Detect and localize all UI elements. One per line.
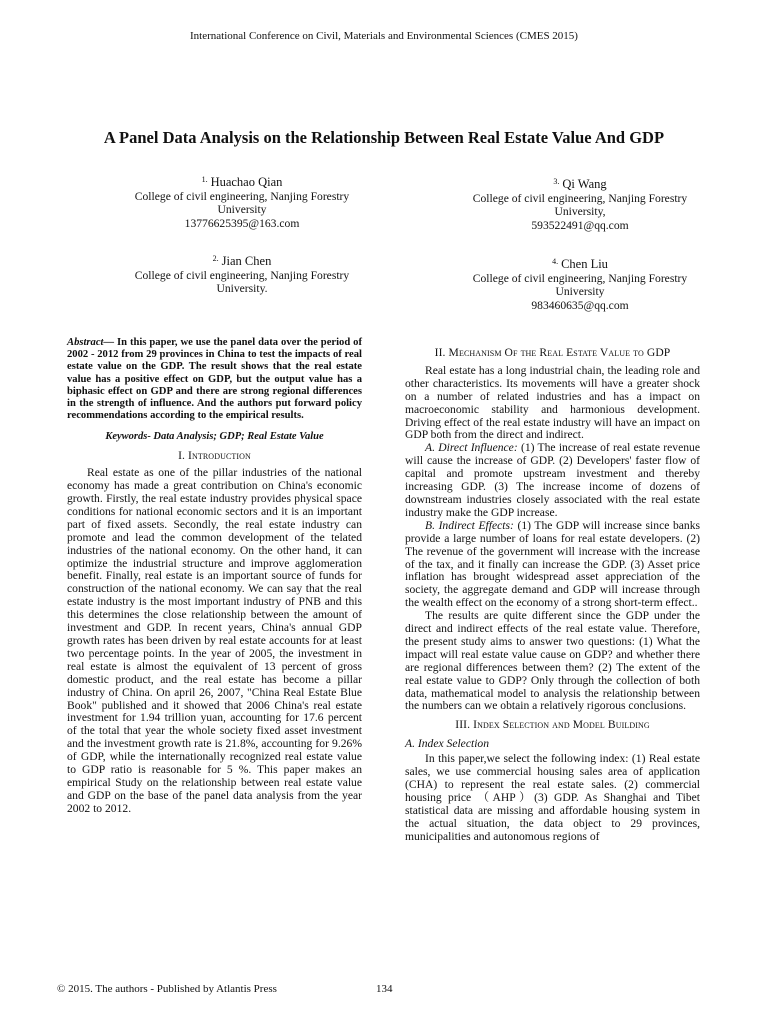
author-affiliation-2: University. <box>216 282 268 295</box>
abstract-label: Abstract— <box>67 337 115 348</box>
author-number: 1. <box>201 175 208 184</box>
author-email: 983460635@qq.com <box>531 298 629 312</box>
author-email: 593522491@qq.com <box>531 218 629 232</box>
keywords: Keywords- Data Analysis; GDP; Real Estate Value <box>105 431 324 443</box>
introduction-paragraph: Real estate as one of the pillar industries of the national economy has made a great contribution on China's economic growth. Firstly, the real estate industry provides physical space conditions for national economic sectors and it is an important part of fixed assets. Secondly, the real estate industry can promote and lead the common development of the telated industries of the national economy. On the other hand, it can optimize the industrial structure and improve agglomeration benefit. Finally, real estate is an important source of funds for construction of the national economy. We can say that the real estate industry is the most important industry of PNB and this this determines the close relationship between the amount of investment and GDP. In recent years, China's annual GDP growth rates has been driven by real estate accounts for at least two percentage points. In the year of 2005, the investment in real estate is almost the equivalent of 13 percent of gross domestic product, and the real estate has become a pillar industry of China. On april 26, 2007, "China Real Estate Blue Book" published and it showed that 2006 China's real estate investment for 1.94 trillion yuan, accounting for 17.6 percent of the total that year the whole society fixed asset investment and the investment growth rate is 21.8%, accounting for 9.26% of GDP, while the internationally recognized real estate value to GDP ratio is reasonable for 5 %. This paper makes an empirical Study on the relationship between real estate value and GDP on the base of the panel data analysis from the year 2002 to 2012. <box>67 466 362 815</box>
copyright-footer: © 2015. The authors - Published by Atlantis Press <box>57 983 277 995</box>
section-heading-mechanism: II. Mechanism Of the Real Estate Value to GDP <box>434 346 671 359</box>
subsection-index-selection: A. Index Selection <box>405 737 490 751</box>
author-number: 2. <box>212 254 219 263</box>
author-block-4 <box>449 255 711 312</box>
direct-influence-label: A. Direct Influence: <box>425 441 518 455</box>
indirect-effects-label: B. Indirect Effects: <box>425 518 514 532</box>
paper-title: A Panel Data Analysis on the Relationship Between Real Estate Value And GDP <box>103 128 665 147</box>
indirect-effects-text: (1) The GDP will increase since banks provide a large number of loans for real estate developers. (2) The revenue of the government will increase with the increase of the tax, and it finally can increase the GDP. (3) Asset price inflation has brought widespread asset appreciation of the society, the aggregate demand and GDP will increase through the wealth effect on the economy of a strong short-term effect.. <box>405 518 700 610</box>
author-email: 13776625395@163.com <box>184 216 300 230</box>
author-number: 3. <box>553 177 560 186</box>
indirect-effects-paragraph <box>405 520 700 610</box>
author-block-2 <box>112 252 372 296</box>
section-heading-index-selection: III. Index Selection and Model Building <box>455 718 650 732</box>
author-name: Jian Chen <box>221 254 272 268</box>
author-name: Qi Wang <box>562 177 607 191</box>
direct-influence-text: (1) The increase of real estate revenue will cause the increase of GDP. (2) Developers' faster flow of capital and promote upstream investment and thereby increasing GDP. (3) The increase income of dozens of downstream industries closely associated with the real estate industry make the GDP increase. <box>405 441 700 519</box>
mechanism-paragraph: Real estate has a long industrial chain, the leading role and other characteristics. Its movements will have a greater shock on a number of related industries and has a impact on macroeconomic stability and harmonious development. Driving effect of the real estate industry will have an impact on GDP both from the direct and indirect. <box>405 363 700 442</box>
author-affiliation: College of civil engineering, Nanjing Forestry <box>134 189 350 203</box>
page-number: 134 <box>376 983 393 995</box>
author-affiliation: College of civil engineering, Nanjing Forestry <box>472 191 688 205</box>
author-name: Huachao Qian <box>210 175 283 189</box>
direct-influence-paragraph <box>405 442 700 519</box>
author-affiliation-2: University, <box>554 205 606 218</box>
results-paragraph: The results are quite different since the GDP under the direct and indirect effects of the real estate value. Therefore, the present study aims to answer two questions: (1) What the impact will real estate value cause on GDP? and whether there are regional differences between them? (2) The extent of the real estate value to GDP? Only through the collection of both data, mathematical model to analysis the relationship between the numbers can we obtain a relatively rigorous conclusions. <box>405 609 700 713</box>
abstract <box>67 337 362 422</box>
author-number: 4. <box>552 257 559 266</box>
index-selection-paragraph: In this paper,we select the following index: (1) Real estate sales, we use commercial housing sales area of application (CHA) to represent the real estate sales. (2) commercial housing price （AHP）(3) GDP. As Shanghai and Tibet statistical data are missing and affordable housing system in the actual situation, the data object to 29 provinces, municipalities and autonomous regions of <box>405 752 700 843</box>
author-affiliation: College of civil engineering, Nanjing Forestry <box>134 268 350 282</box>
author-affiliation-2: University <box>555 285 605 298</box>
left-column <box>67 337 362 816</box>
abstract-text: In this paper, we use the panel data over the period of 2002 - 2012 from 29 provinces in China to test the impacts of real estate value on the GDP. The result shows that the real estate value has a positive effect on GDP, but the output value has a biphasic effect on GDP and there are strong regional differences in the strength of influence. And the authors put forward policy recommendations according to the empirical results. <box>67 337 362 422</box>
author-name: Chen Liu <box>561 257 608 271</box>
author-block-1 <box>112 173 372 230</box>
author-block-3 <box>449 175 711 232</box>
section-heading-introduction: I. Introduction <box>178 449 251 463</box>
author-affiliation-2: University <box>217 203 267 216</box>
author-affiliation: College of civil engineering, Nanjing Forestry <box>472 271 688 285</box>
right-column <box>405 347 700 844</box>
conference-header: International Conference on Civil, Materials and Environmental Sciences (CMES 2015) <box>190 30 578 42</box>
